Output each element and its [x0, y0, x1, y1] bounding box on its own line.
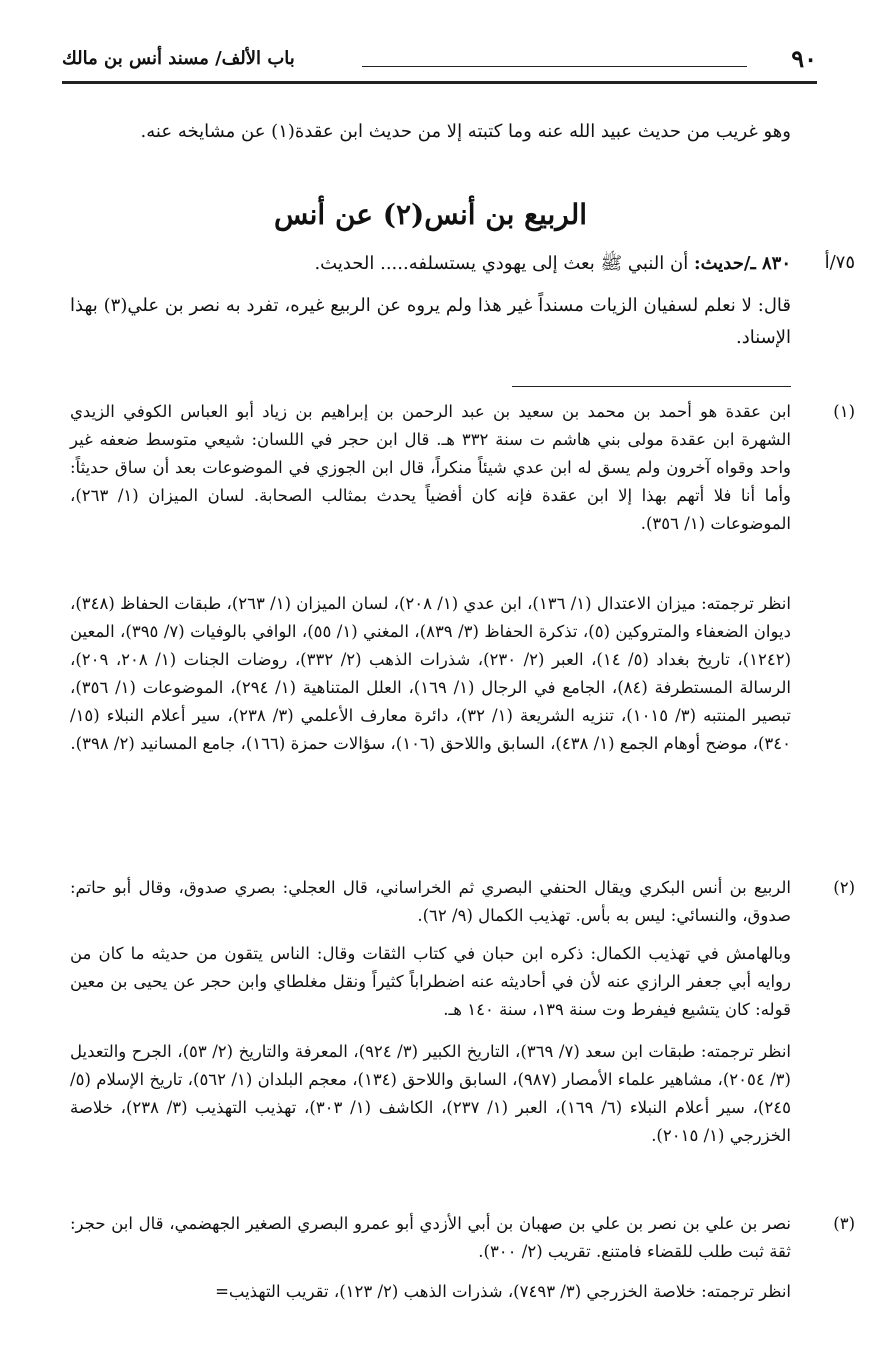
hadith-number: ٨٣٠ ـ: [750, 253, 791, 274]
footnote-number: (٣): [833, 1214, 855, 1233]
section-heading: الربيع بن أنس(٢) عن أنس: [273, 198, 588, 231]
footnote-number: (٢): [833, 878, 855, 897]
footnote-3-para-1: نصر بن علي بن نصر بن علي بن صهبان بن أبي الأزدي أبو عمرو البصري الصغير الجهضمي، قال ابن حجر: ثقة ثبت طلب للقضاء فامتنع. تقريب (٢/ ٣٠٠).: [70, 1214, 791, 1261]
header-rule: [62, 81, 817, 84]
running-title: باب الألف/ مسند أنس بن مالك: [62, 48, 295, 69]
hadith-line: [70, 248, 791, 280]
hadith-label: /حديث:: [693, 253, 751, 274]
intro-paragraph: وهو غريب من حديث عبيد الله عنه وما كتبته إلا من حديث ابن عقدة(١) عن مشايخه عنه.: [140, 121, 791, 142]
page-number: ٩٠: [791, 44, 817, 73]
footnote-2-para-1: الربيع بن أنس البكري ويقال الحنفي البصري ثم الخراساني، قال العجلي: بصري صدوق، وقال أبو حاتم: صدوق، والنسائي: ليس به بأس. تهذيب الكمال (٩/ ٦٢).: [70, 878, 791, 925]
footnote-1-para-1: ابن عقدة هو أحمد بن محمد بن سعيد بن عبد الرحمن بن إبراهيم بن زياد أبو العباس الكوفي الزيدي الشهرة ابن عقدة مولى بني هاشم ت سنة ٣٣٢ هـ. قال ابن حجر في اللسان: شيعي متوسط ضعفه غير واحد وقواه آخرون ولم يسق له ابن عدي شيئاً منكراً، قال ابن الجوزي في الموضوعات بعد أن ساق حديثاً: وأما أنا فلا أتهم بهذا إلا ابن عقدة فإنه كان أفضياً يحدث بمثالب الصحابة. لسان الميزان (١/ ٢٦٣)، الموضوعات (١/ ٣٥٦).: [70, 402, 791, 533]
hadith-text: أن النبي ﷺ بعث إلى يهودي يستسلفه..... الحديث.: [314, 253, 689, 274]
header-dash-rule: [362, 66, 747, 67]
footnote-2-para-3: انظر ترجمته: طبقات ابن سعد (٧/ ٣٦٩)، التاريخ الكبير (٣/ ٩٢٤)، المعرفة والتاريخ (٢/ ٥٣)، الجرح والتعديل (٣/ ٢٠٥٤)، مشاهير علماء الأمصار (٩٨٧)، السابق واللاحق (١٣٤)، معجم البلدان (١/ ٥٦٢)، تاريخ الإسلام (٥/ ٢٤٥)، سير أعلام النبلاء (٦/ ١٦٩)، العبر (١/ ٢٣٧)، الكاشف (١/ ٣٠٣)، تهذيب التهذيب (٣/ ٢٣٨)، خلاصة الخزرجي (١/ ٢٠١٥).: [70, 1042, 792, 1145]
qala-paragraph: قال: لا نعلم لسفيان الزيات مسنداً غير هذا ولم يروه عن الربيع غيره، تفرد به نصر بن علي(٣) بهذا الإسناد.: [70, 295, 791, 348]
footnote-3-para-2: انظر ترجمته: خلاصة الخزرجي (٣/ ٧٤٩٣)، شذرات الذهب (٢/ ١٢٣)، تقريب التهذيب=: [215, 1282, 791, 1301]
margin-folio-ref: ٧٥/أ: [824, 252, 855, 273]
page-header: [62, 44, 817, 84]
footnote-1-para-2: انظر ترجمته: ميزان الاعتدال (١/ ١٣٦)، ابن عدي (١/ ٢٠٨)، لسان الميزان (١/ ٢٦٣)، طبقات الحفاظ (٣٤٨)، ديوان الضعفاء والمتروكين (٥)، تذكرة الحفاظ (٣/ ٨٣٩)، المغني (١/ ٥٥)، الوافي بالوفيات (٧/ ٣٩٥)، المعين (١٢٤٢)، تاريخ بغداد (٥/ ١٤)، العبر (٢/ ٢٣٠)، شذرات الذهب (٢/ ٣٣٢)، روضات الجنات (١/ ٢٠٨، ٢٠٩)، الرسالة المستطرفة (٨٤)، الجامع في الرجال (١/ ١٦٩)، العلل المتناهية (١/ ٢٩٤)، الموضوعات (١/ ٣٥٦)، تبصير المنتبه (٣/ ١٠١٥)، تنزيه الشريعة (١/ ٣٢)، دائرة معارف الأعلمي (٣/ ٢٣٨)، سير أعلام النبلاء (١٥/ ٣٤٠)، موضح أوهام الجمع (١/ ٤٣٨)، السابق واللاحق (١٠٦)، سؤالات حمزة (١٦٦)، جامع المسانيد (٢/ ٣٩٨).: [70, 594, 792, 753]
footnote-separator: [512, 386, 791, 387]
footnote-number: (١): [833, 402, 855, 421]
footnote-2-para-2: وبالهامش في تهذيب الكمال: ذكره ابن حبان في كتاب الثقات وقال: الناس يتقون من حديثه ما كان من روايه أبي جعفر الرازي عنه لأن في أحاديثه عنه اضطراباً كثيراً ونقل مغلطاي وابن حجر عن يحيى بن معين قوله: كان يتشيع فيفرط وت سنة ١٣٩، سنة ١٤٠ هـ.: [70, 944, 791, 1019]
